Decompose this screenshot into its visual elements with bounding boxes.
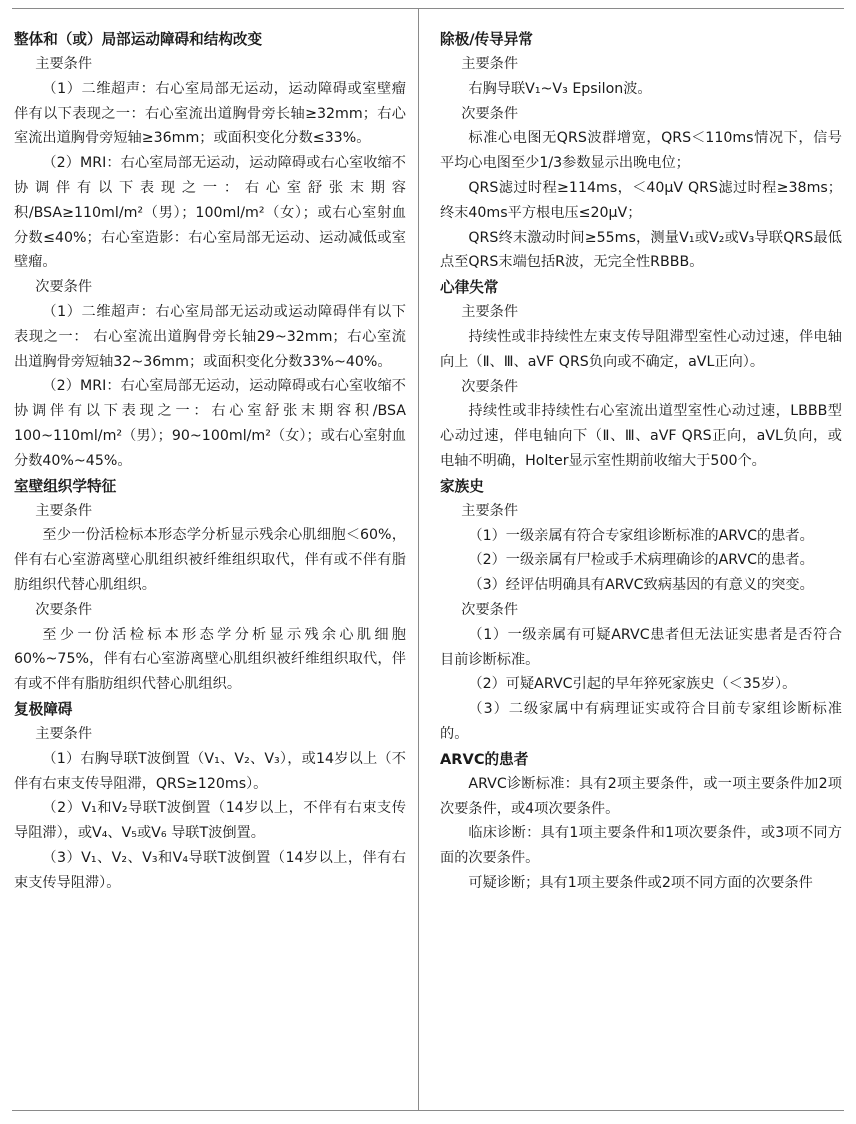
major-criteria-label: 主要条件: [35, 56, 93, 72]
major-criteria-label: 主要条件: [461, 56, 519, 72]
section-heading: 家族史: [440, 477, 484, 495]
paragraph: （3）经评估明确具有ARVC致病基因的有意义的突变。: [468, 577, 814, 594]
paragraph: （3）二级家属中有病理证实或符合目前专家组诊断标准的。: [440, 701, 842, 742]
minor-criteria-label: 次要条件: [35, 601, 93, 618]
section-heading: 心律失常: [440, 279, 499, 297]
paragraph: （2）V₁和V₂导联T波倒置（14岁以上，不伴有右束支传导阻滞），或V₄、V₅或V₆ 导联T波倒置。: [14, 800, 406, 842]
paragraph: 持续性或非持续性右心室流出道型室性心动过速，LBBB型心动过速，伴电轴向下（Ⅱ、Ⅲ、aVF QRS正向，aVL负向，或电轴不明确，Holter显示室性期前收缩大于500个。: [440, 403, 842, 469]
paragraph: QRS终末激动时间≥55ms，测量V₁或V₂或V₃导联QRS最低点至QRS末端包括R波，无完全性RBBB。: [440, 229, 842, 271]
paragraph: 临床诊断：具有1项主要条件和1项次要条件，或3项不同方面的次要条件。: [440, 825, 842, 867]
section-heading: 室壁组织学特征: [14, 477, 117, 495]
minor-criteria-label: 次要条件: [461, 601, 519, 618]
paragraph: （3）V₁、V₂、V₃和V₄导联T波倒置（14岁以上，伴有右束支传导阻滞）。: [14, 849, 406, 891]
section-structural-changes: [14, 27, 406, 474]
paragraph: 标准心电图无QRS波群增宽，QRS＜110ms情况下，信号平均心电图至少1/3参数显示出晚电位；: [440, 130, 842, 172]
paragraph: ARVC诊断标准：具有2项主要条件，或一项主要条件加2项次要条件，或4项次要条件。: [440, 775, 842, 817]
paragraph: （2）MRI：右心室局部无运动，运动障碍或右心室收缩不协调伴有以下表现之一：右心室舒张末期容积/BSA≥110ml/m²（男）；100ml/m²（女）；或右心室射血分数≤40%；右心室造影：右心室局部无运动、运动减低或室壁瘤。: [14, 155, 406, 271]
paragraph: 持续性或非持续性左束支传导阻滞型室性心动过速，伴电轴向上（Ⅱ、Ⅲ、aVF QRS负向或不确定，aVL正向）。: [440, 328, 842, 370]
section-heading: 除极/传导异常: [440, 31, 533, 48]
section-arvc-patients: [440, 747, 842, 896]
section-family-history: [440, 474, 842, 747]
major-criteria-label: 主要条件: [461, 304, 519, 321]
major-criteria-label: 主要条件: [35, 725, 93, 742]
right-column: [440, 27, 842, 896]
minor-criteria-label: 次要条件: [461, 105, 519, 122]
minor-criteria-label: 次要条件: [35, 279, 93, 296]
paragraph: 至少一份活检标本形态学分析显示残余心肌细胞60%~75%，伴有右心室游离壁心肌组织被纤维组织取代，伴有或不伴有脂肪组织代替心肌组织。: [14, 626, 406, 693]
section-arrhythmia: [440, 275, 842, 474]
paragraph: （1）右胸导联T波倒置（V₁、V₂、V₃），或14岁以上（不伴有右束支传导阻滞，QRS≥120ms）。: [14, 750, 406, 792]
paragraph: QRS滤过时程≥114ms，＜40μV QRS滤过时程≥38ms；终末40ms平方根电压≤20μV；: [440, 179, 842, 221]
paragraph: 至少一份活检标本形态学分析显示残余心肌细胞＜60%，伴有右心室游离壁心肌组织被纤维组织取代，伴有或不伴有脂肪组织代替心肌组织。: [14, 527, 406, 593]
section-heading: ARVC的患者: [440, 750, 529, 768]
minor-criteria-label: 次要条件: [461, 378, 519, 395]
paragraph: （2）一级亲属有尸检或手术病理确诊的ARVC的患者。: [468, 552, 814, 569]
section-depolarization: [440, 27, 842, 275]
paragraph: 可疑诊断；具有1项主要条件或2项不同方面的次要条件: [468, 874, 813, 891]
major-criteria-label: 主要条件: [35, 502, 93, 519]
paragraph: 右胸导联V₁~V₃ Epsilon波。: [468, 80, 652, 97]
section-histology: [14, 474, 406, 697]
section-heading: 复极障碍: [14, 700, 73, 718]
top-rule: [12, 8, 844, 9]
bottom-rule: [12, 1110, 844, 1111]
paragraph: （2）MRI：右心室局部无运动，运动障碍或右心室收缩不协调伴有以下表现之一：右心室舒张末期容积/BSA 100~110ml/m²（男）；90~100ml/m²（女）；或右心室射血分数40%~45%。: [14, 378, 406, 469]
paragraph: （2）可疑ARVC引起的早年猝死家族史（＜35岁）。: [468, 676, 797, 693]
paragraph: （1）二维超声：右心室局部无运动或运动障碍伴有以下表现之一： 右心室流出道胸骨旁长轴29~32mm；右心室流出道胸骨旁短轴32~36mm；或面积变化分数33%~40%。: [14, 303, 406, 370]
paragraph: （1）一级亲属有符合专家组诊断标准的ARVC的患者。: [468, 527, 814, 544]
paragraph: （1）一级亲属有可疑ARVC患者但无法证实患者是否符合目前诊断标准。: [440, 626, 842, 668]
column-divider: [418, 8, 419, 1110]
section-heading: 整体和（或）局部运动障碍和结构改变: [14, 31, 263, 48]
section-repolarization: [14, 697, 406, 896]
left-column: [14, 27, 406, 896]
major-criteria-label: 主要条件: [461, 502, 519, 519]
paragraph: （1）二维超声：右心室局部无运动，运动障碍或室壁瘤伴有以下表现之一：右心室流出道胸骨旁长轴≥32mm；右心室流出道胸骨旁短轴≥36mm；或面积变化分数≤33%。: [14, 80, 406, 147]
